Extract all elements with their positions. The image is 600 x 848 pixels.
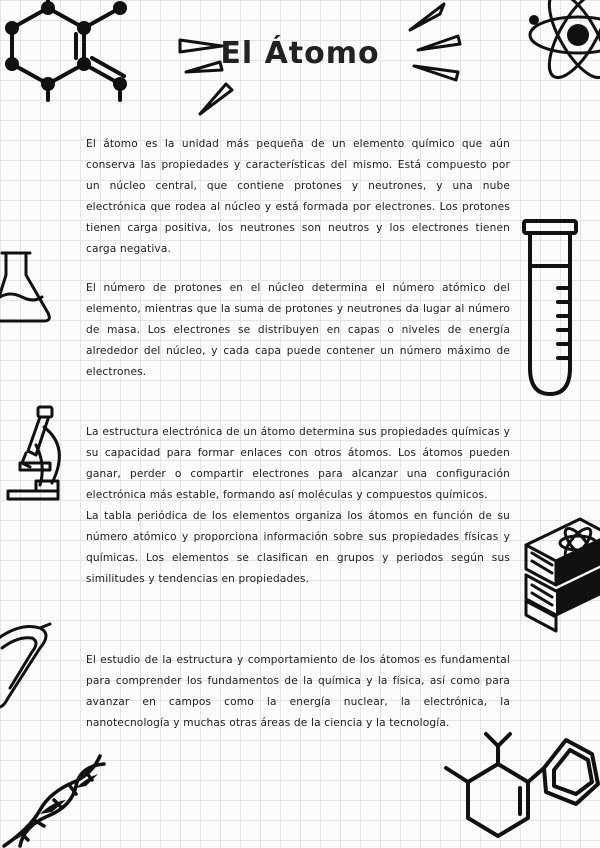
paragraph-block <box>86 278 510 383</box>
flask-icon <box>0 245 60 325</box>
paragraph-block <box>86 134 510 260</box>
paragraph: El átomo es la unidad más pequeña de un elemento químico que aún conserva las propiedades y características del mismo. Está compuesto por un núcleo central, que contiene protones y neutrones, y una nube electrónica que rodea al núcleo y está formada por electrones. Los protones tienen carga positiva, los neutrones son neutros y los electrones tienen carga negativa. <box>86 138 510 255</box>
paragraph: La tabla periódica de los elementos organiza los átomos en función de su número atómico y proporciona información sobre sus propiedades físicas y químicas. Los elementos se clasifican en grupos y periodos según sus similitudes y tendencias en propiedades. <box>86 510 510 585</box>
paragraph: El estudio de la estructura y comportamiento de los átomos es fundamental para comprender los fundamentos de la química y la física, así como para avanzar en campos como la energía nuclear, la electrónica, la nanotecnología y muchas otras áreas de la ciencia y la tecnología. <box>86 654 510 729</box>
microscope-icon <box>6 405 70 505</box>
page-title: El Átomo <box>220 36 380 71</box>
test-tube-icon <box>518 218 582 400</box>
benzene-icon <box>440 730 600 848</box>
atom-books-icon <box>520 505 600 635</box>
paragraph-block <box>86 422 510 590</box>
paragraph-block <box>86 650 510 734</box>
paragraph: La estructura electrónica de un átomo determina sus propiedades químicas y su capacidad para formar enlaces con otros átomos. Los átomos pueden ganar, perder o compartir electrones para alcanzar una configuración electrónica más estable, formando así moléculas y compuestos químicos. <box>86 426 510 501</box>
safety-goggles-icon <box>0 620 60 720</box>
dna-icon <box>0 742 110 848</box>
paragraph: El número de protones en el núcleo determina el número atómico del elemento, mientras que la suma de protones y neutrones da lugar al número de masa. Los electrones se distribuyen en capas o niveles de energía alrededor del núcleo, y cada capa puede contener un número máximo de electrones. <box>86 282 510 378</box>
